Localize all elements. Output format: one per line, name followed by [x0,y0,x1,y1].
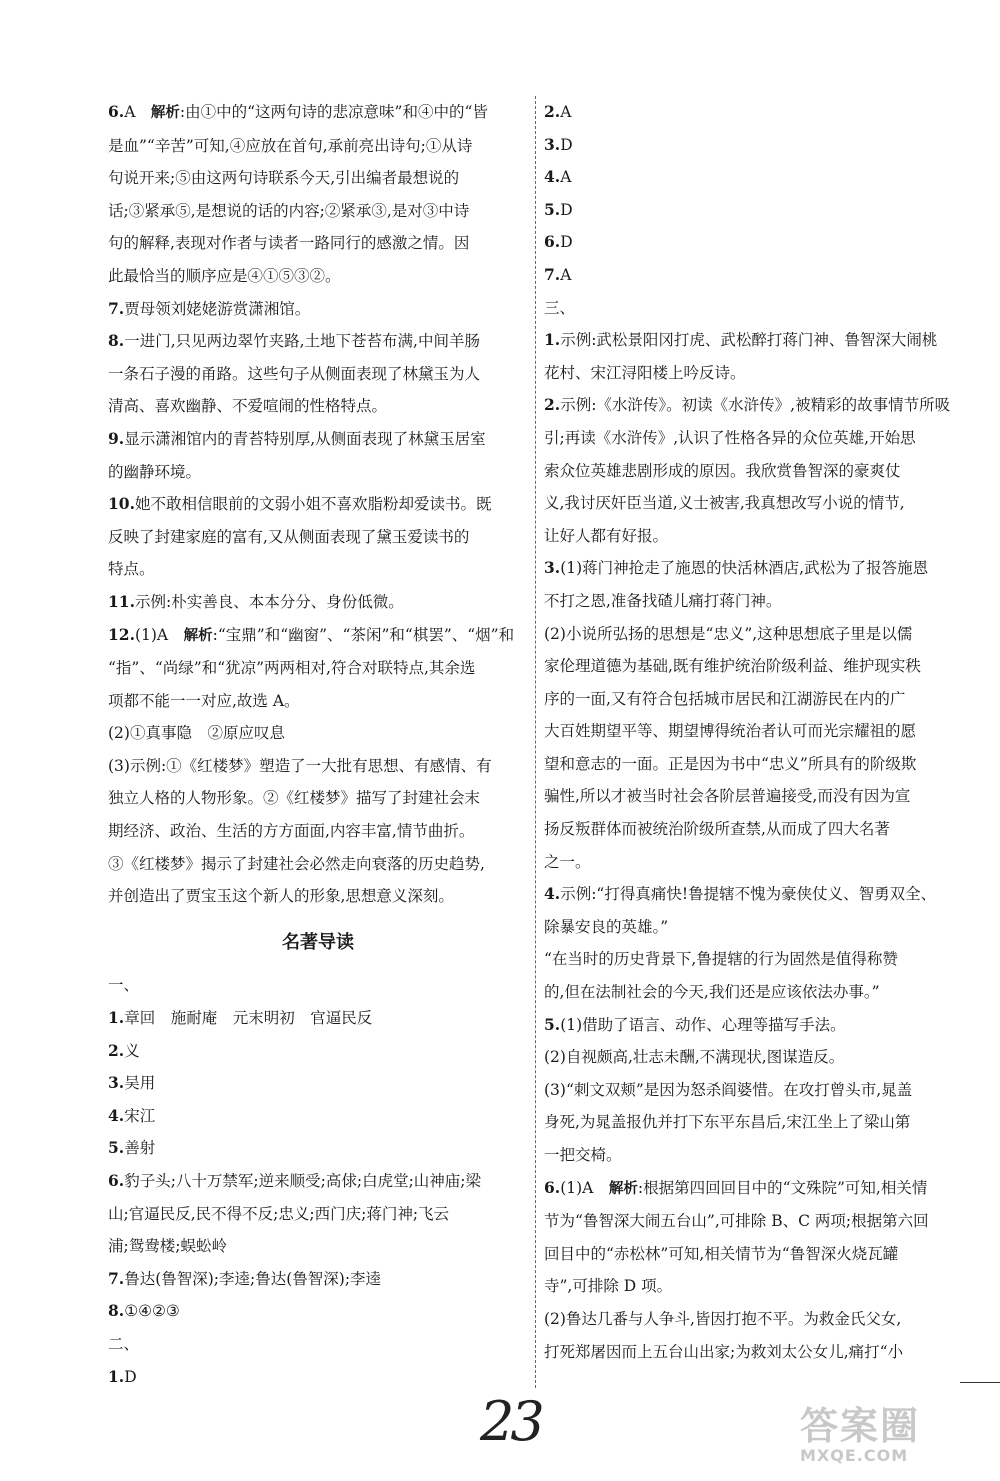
watermark-logo [800,1395,995,1475]
text-line: 项都不能一一对应,故选 A。 [108,691,300,710]
answer-6 [108,96,528,293]
watermark-text: 答案圈 [800,1404,921,1448]
answer-number: 1. [544,330,561,350]
answer-number: 2. [108,1040,125,1060]
text-line: 山;官逼民反,民不得不反;忠义;西门庆;蒋门神;飞云 [108,1204,450,1223]
text-line: 家伦理道德为基础,既有维护统治阶级利益、维护现实秩 [544,657,921,676]
column-divider [535,96,536,1388]
page-number: 23 [480,1390,541,1453]
text-line: 宋江 [124,1106,156,1125]
answer-number: 7. [544,264,561,284]
answer-number: 5. [108,1138,125,1158]
answer-number: 6. [108,1171,125,1190]
answer-number: 9. [108,428,125,448]
part2-answer-6 [544,226,972,259]
answer-number: 2. [544,395,561,415]
answer-number: 4. [544,167,561,187]
part1-answer-8 [108,1295,528,1328]
text-line: 示例:朴实善良、本本分分、身份低微。 [134,592,404,611]
answer-number: 12. [108,624,135,644]
part2-answer-3 [544,129,972,162]
answer-choice: (1)A [134,625,169,644]
answer-number: 8. [108,331,125,351]
text-line: (1)借助了语言、动作、心理等描写手法。 [560,1015,846,1034]
answer-number: 3. [544,558,561,578]
answer-number: 4. [544,884,561,904]
part3-answer-4 [544,878,972,1008]
part1-answer-6 [108,1165,528,1263]
answer-number: 1. [108,1008,125,1028]
answer-number: 2. [544,102,561,121]
text-line: 话;③紧承⑤,是想说的话的内容;②紧承③,是对③中诗 [108,201,470,220]
text-line: 善射 [124,1139,156,1158]
text-line: “在当时的历史背景下,鲁提辖的行为固然是值得称赞 [544,950,898,969]
text-line: 并创造出了贾宝玉这个新人的形象,思想意义深刻。 [108,887,454,906]
answer-choice: A [124,103,136,121]
text-line: (2)①真事隐 ②原应叹息 [108,724,285,743]
text-line: 示例:《水浒传》。初读《水浒传》,被精彩的故事情节所吸 [560,396,951,415]
text-line: 句的解释,表现对作者与读者一路同行的感激之情。因 [108,234,470,253]
part2-answer-1 [108,1361,528,1394]
text-line: 示例:武松景阳冈打虎、武松醉打蒋门神、鲁智深大闹桃 [560,331,938,350]
text-line: :根据第四回回目中的“文殊院”可知,相关情 [637,1178,928,1197]
text-line: 独立人格的人物形象。②《红楼梦》描写了封建社会末 [108,789,481,808]
text-line: 是血”“辛苦”可知,④应放在首句,承前亮出诗句;①从诗 [108,136,473,155]
part1-answer-3 [108,1067,528,1100]
text-line: 特点。 [108,560,155,579]
answer-choice: (1)A [560,1178,594,1197]
text-line: 章回 施耐庵 元末明初 官逼民反 [124,1009,373,1028]
text-line: 引;再读《水浒传》,认识了性格各异的众位英雄,开始思 [544,428,916,447]
text-line: 一条石子漫的甬路。这些句子从侧面表现了林黛玉为人 [108,364,481,383]
part1-answer-5 [108,1132,528,1165]
text-line: 期经济、政治、生活的方方面面,内容丰富,情节曲折。 [108,822,475,841]
text-line: 她不敢相信眼前的文弱小姐不喜欢脂粉却爱读书。既 [134,495,492,514]
answer-number: 5. [544,1014,561,1034]
text-line: D [124,1367,137,1386]
part3-answer-6 [544,1172,972,1369]
text-line: :由①中的“这两句诗的悲凉意味”和④中的“皆 [179,103,488,121]
text-line: 回目中的“赤松林”可知,相关情节为“鲁智深火烧瓦罐 [544,1244,899,1263]
text-line: 索众位英雄悲剧形成的原因。我欣赏鲁智深的豪爽仗 [544,461,901,480]
text-line: 义,我讨厌奸臣当道,义士被害,我真想改写小说的情节, [544,494,905,513]
part3-answer-2 [544,389,972,552]
text-line: 节为“鲁智深大闹五台山”,可排除 B、C 两项;根据第六回 [544,1212,929,1231]
answer-number: 6. [544,1177,561,1197]
text-line: 显示潇湘馆内的青苔特别厚,从侧面表现了林黛玉居室 [124,429,486,448]
section-title: 名著导读 [282,931,354,953]
text-line: 扬反叛群体而被统治阶级所查禁,从而成了四大名著 [544,820,890,839]
answer-number: 1. [108,1366,125,1386]
text-line: (2)小说所弘扬的思想是“忠义”,这种思想底子里是以儒 [544,624,913,643]
text-line: 句说开来;⑤由这两句诗联系今天,引出编者最想说的 [108,169,460,188]
text-line: 反映了封建家庭的富有,又从侧面表现了黛玉爱读书的 [108,527,470,546]
answer-number: 8. [108,1301,125,1321]
text-line: ③《红楼梦》揭示了封建社会必然走向衰落的历史趋势, [108,854,485,873]
answer-number: 6. [544,232,561,252]
text-line: (3)示例:①《红楼梦》塑造了一大批有思想、有感情、有 [108,756,492,775]
text-line: 豹子头;八十万禁军;逆来顺受;高俅;白虎堂;山神庙;梁 [124,1172,482,1190]
text-line: 身死,为晁盖报仇并打下东平东昌后,宋江坐上了梁山第 [544,1113,911,1132]
text-line: 一把交椅。 [544,1146,622,1164]
text-line: 吴用 [124,1074,156,1093]
answer-number: 10. [108,494,135,514]
part1-answer-4 [108,1100,528,1133]
text-line: 寺”,可排除 D 项。 [544,1277,673,1296]
part2-answer-7 [544,259,972,292]
part1-answer-1 [108,1002,528,1035]
answer-12 [108,619,528,913]
text-line: 的幽静环境。 [108,462,202,481]
text-line: 序的一面,又有符合包括城市居民和江湖游民在内的广 [544,689,906,708]
answer-9 [108,423,528,488]
answer-number: 6. [108,102,125,121]
part1-answer-2 [108,1035,528,1068]
text-line: 让好人都有好报。 [544,526,669,545]
analysis-label: 解析 [150,105,180,121]
text-line: 的,但在法制社会的今天,我们还是应该依法办事。” [544,983,880,1002]
part3-answer-3 [544,552,972,878]
text-line: D [560,200,573,219]
part2-answer-5 [544,194,972,227]
answer-number: 4. [108,1105,125,1125]
answer-11 [108,586,528,619]
text-line: 不打之恩,准备找碴儿痛打蒋门神。 [544,591,782,610]
text-line: :“宝鼎”和“幽窗”、“茶闲”和“棋罢”、“烟”和 [212,625,515,644]
text-line: A [560,265,572,284]
watermark-url: MXQE.COM [800,1446,909,1465]
answer-number: 3. [544,134,561,154]
analysis-label: 解析 [608,1180,638,1197]
text-line: ①④②③ [124,1302,180,1321]
answer-number: 3. [108,1073,125,1093]
right-column [544,96,972,1368]
part2-answer-4 [544,161,972,194]
text-line: 此最恰当的顺序应是④①⑤③②。 [108,266,341,285]
part-label: 一、 [108,976,140,995]
answer-10 [108,488,528,586]
page-edge-line [960,1382,1000,1383]
answer-number: 7. [108,298,125,318]
text-line: 贾母领刘姥姥游赏潇湘馆。 [124,299,311,318]
analysis-label: 解析 [183,627,213,644]
text-line: 之一。 [544,852,591,871]
text-line: 大百姓期望平等、期望博得统治者认可而光宗耀祖的愿 [544,722,917,741]
text-line: A [560,103,572,121]
answer-number: 5. [544,199,561,219]
answer-8 [108,325,528,423]
part-label: 三、 [544,298,576,317]
left-column [108,96,528,1393]
text-line: A [560,168,572,187]
text-line: 除暴安良的英雄。” [544,917,669,936]
text-line: (3)“刺文双颊”是因为怒杀阎婆惜。在攻打曾头市,晁盖 [544,1080,913,1099]
answer-number: 11. [108,591,135,611]
text-line: (2)自视颇高,壮志未酬,不满现状,图谋造反。 [544,1048,845,1067]
text-line: 花村、宋江浔阳楼上吟反诗。 [544,363,746,382]
answer-number: 7. [108,1268,125,1288]
text-line: 打死郑屠因而上五台山出家;为救刘太公女儿,痛打“小 [544,1342,904,1361]
text-line: 清高、喜欢幽静、不爱喧闹的性格特点。 [108,397,388,416]
text-line: (2)鲁达几番与人争斗,皆因打抱不平。为救金氏父女, [544,1309,902,1328]
text-line: 示例:“打得真痛快!鲁提辖不愧为豪侠仗义、智勇双全、 [560,885,937,904]
part-label: 二、 [108,1334,140,1353]
text-line: 一进门,只见两边翠竹夹路,土地下苍苔布满,中间羊肠 [124,332,480,351]
part1-answer-7 [108,1263,528,1296]
text-line: D [560,135,573,154]
text-line: 骗性,所以才被当时社会各阶层普遍接受,而没有因为宣 [544,787,911,806]
part2-answer-2 [544,96,972,129]
text-line: 义 [124,1041,140,1060]
text-line: 望和意志的一面。正是因为书中“忠义”所具有的阶级欺 [544,754,917,773]
part3-answer-5 [544,1009,972,1172]
answer-7 [108,293,528,326]
text-line: “指”、“尚绿”和“犹凉”两两相对,符合对联特点,其余选 [108,659,476,678]
text-line: D [560,233,573,252]
part3-answer-1 [544,324,972,389]
text-line: 鲁达(鲁智深);李逵;鲁达(鲁智深);李逵 [124,1269,382,1288]
text-line: (1)蒋门神抢走了施恩的快活林酒店,武松为了报答施恩 [560,559,929,578]
text-line: 浦;鸳鸯楼;蜈蚣岭 [108,1237,227,1256]
